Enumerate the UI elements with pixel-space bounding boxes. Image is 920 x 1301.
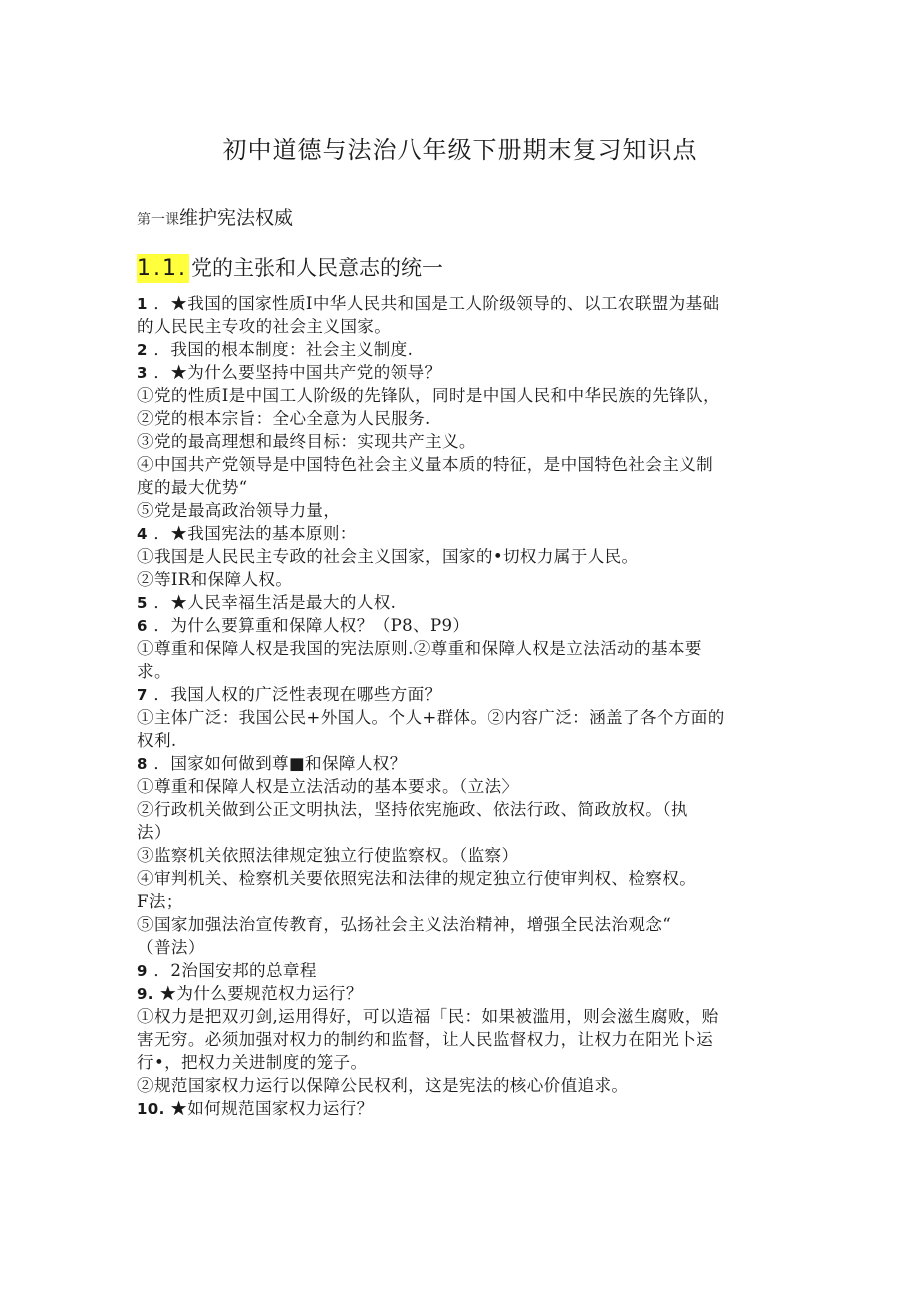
line-text: ★如何规范国家权力运行？ — [170, 1099, 374, 1118]
line-text: ．2治国安邦的总章程 — [153, 961, 317, 980]
line-text: 行•，把权力关进制度的笼子。 — [137, 1053, 368, 1072]
text-line — [137, 476, 787, 499]
line-text: ．为什么要算重和保障人权？（P8、P9） — [153, 616, 470, 635]
line-text: ★为什么要规范权力运行？ — [159, 984, 363, 1003]
numbered-item-line — [137, 1097, 787, 1120]
text-line — [137, 821, 787, 844]
text-line — [137, 407, 787, 430]
text-line — [137, 568, 787, 591]
line-text: 害无穷。必须加强对权力的制约和监督，让人民监督权力，让权力在阳光卜运 — [137, 1030, 714, 1049]
lesson-heading — [137, 203, 293, 230]
line-text: ．国家如何做到尊■和保障人权？ — [153, 754, 407, 773]
line-text: ．我国的根本制度：社会主义制度. — [153, 340, 414, 359]
line-text: ．★人民幸福生活是最大的人权. — [153, 593, 397, 612]
item-number: 5 — [137, 594, 148, 612]
document-body — [137, 292, 787, 1120]
text-line — [137, 384, 787, 407]
text-line — [137, 1051, 787, 1074]
numbered-item-line — [137, 752, 787, 775]
text-line — [137, 775, 787, 798]
item-number: 8 — [137, 755, 148, 773]
numbered-item-line — [137, 683, 787, 706]
line-text: ⑤国家加强法治宣传教育，弘扬社会主义法治精神，增强全民法治观念“ — [137, 915, 672, 934]
numbered-item-line — [137, 614, 787, 637]
line-text: ③监察机关依照法律规定独立行使监察权。（监察） — [137, 846, 519, 865]
line-text: ．我国人权的广泛性表现在哪些方面？ — [153, 685, 442, 704]
item-number: 6 — [137, 617, 148, 635]
line-text: ①我国是人民民主专政的社会主义国家，国家的•切权力属于人民。 — [137, 547, 639, 566]
item-number: 7 — [137, 686, 148, 704]
text-line — [137, 913, 787, 936]
text-line — [137, 867, 787, 890]
text-line — [137, 637, 787, 660]
line-text: ②等IR和保障人权。 — [137, 570, 293, 589]
item-number: 9. — [137, 985, 154, 1003]
numbered-item-line — [137, 522, 787, 545]
numbered-item-line — [137, 292, 787, 315]
line-text: ①尊重和保障人权是立法活动的基本要求。（立法〉 — [137, 777, 519, 796]
line-text: ③党的最高理想和最终目标：实现共产主义。 — [137, 432, 476, 451]
line-text: ②党的根本宗旨：全心全意为人民服务. — [137, 409, 431, 428]
lesson-name: 维护宪法权威 — [179, 207, 294, 229]
numbered-item-line — [137, 982, 787, 1005]
item-number: 4 — [137, 525, 148, 543]
line-text: 的人民民主专攻的社会主义国家。 — [137, 317, 392, 336]
line-text: ①尊重和保障人权是我国的宪法原则.②尊重和保障人权是立法活动的基本要 — [137, 639, 702, 658]
section-heading — [137, 252, 443, 282]
line-text: ①主体广泛：我国公民+外国人。个人+群体。②内容广泛：涵盖了各个方面的 — [137, 708, 725, 727]
text-line — [137, 844, 787, 867]
text-line — [137, 499, 787, 522]
line-text: ②行政机关做到公正文明执法，坚持依宪施政、依法行政、简政放权。（执 — [137, 800, 688, 819]
text-line — [137, 453, 787, 476]
text-line — [137, 430, 787, 453]
item-number: 2 — [137, 341, 148, 359]
text-line — [137, 1028, 787, 1051]
line-text: 法） — [137, 823, 171, 842]
text-line — [137, 545, 787, 568]
numbered-item-line — [137, 338, 787, 361]
line-text: ②规范国家权力运行以保障公民权利，这是宪法的核心价值追求。 — [137, 1076, 629, 1095]
line-text: ④审判机关、检察机关要依照宪法和法律的规定独立行使审判权、检察权。 — [137, 869, 697, 888]
text-line — [137, 798, 787, 821]
text-line — [137, 729, 787, 752]
line-text: 求。 — [137, 662, 171, 681]
line-text: ．★我国宪法的基本原则： — [153, 524, 357, 543]
line-text: 权利. — [137, 731, 177, 750]
text-line — [137, 1074, 787, 1097]
text-line — [137, 660, 787, 683]
line-text: ①党的性质I是中国工人阶级的先锋队，同时是中国人民和中华民族的先锋队， — [137, 386, 720, 405]
line-text: 度的最大优势“ — [137, 478, 248, 497]
item-number: 3 — [137, 364, 148, 382]
item-number: 1 — [137, 295, 148, 313]
text-line — [137, 936, 787, 959]
line-text: ④中国共产党领导是中国特色社会主义量本质的特征，是中国特色社会主义制 — [137, 455, 714, 474]
section-number-highlighted: 1.1. — [137, 256, 187, 281]
numbered-item-line — [137, 591, 787, 614]
text-line — [137, 315, 787, 338]
line-text: （普法） — [137, 938, 205, 957]
section-name: 党的主张和人民意志的统一 — [190, 256, 443, 280]
line-text: F法； — [137, 892, 183, 911]
line-text: ．★我国的国家性质I中华人民共和国是工人阶级领导的、以工农联盟为基础 — [153, 294, 720, 313]
line-text: ⑤党是最高政治领导力量， — [137, 501, 341, 520]
item-number: 10. — [137, 1100, 165, 1118]
text-line — [137, 1005, 787, 1028]
text-line — [137, 706, 787, 729]
lesson-number: 第一课 — [137, 212, 179, 228]
text-line — [137, 890, 787, 913]
page-title: 初中道德与法治八年级下册期末复习知识点 — [222, 136, 698, 164]
numbered-item-line — [137, 959, 787, 982]
numbered-item-line — [137, 361, 787, 384]
line-text: ①权力是把双刃剑,运用得好，可以造福「民：如果被滥用，则会滋生腐败，贻 — [137, 1007, 719, 1026]
line-text: ．★为什么要坚持中国共产党的领导？ — [153, 363, 442, 382]
item-number: 9 — [137, 962, 148, 980]
